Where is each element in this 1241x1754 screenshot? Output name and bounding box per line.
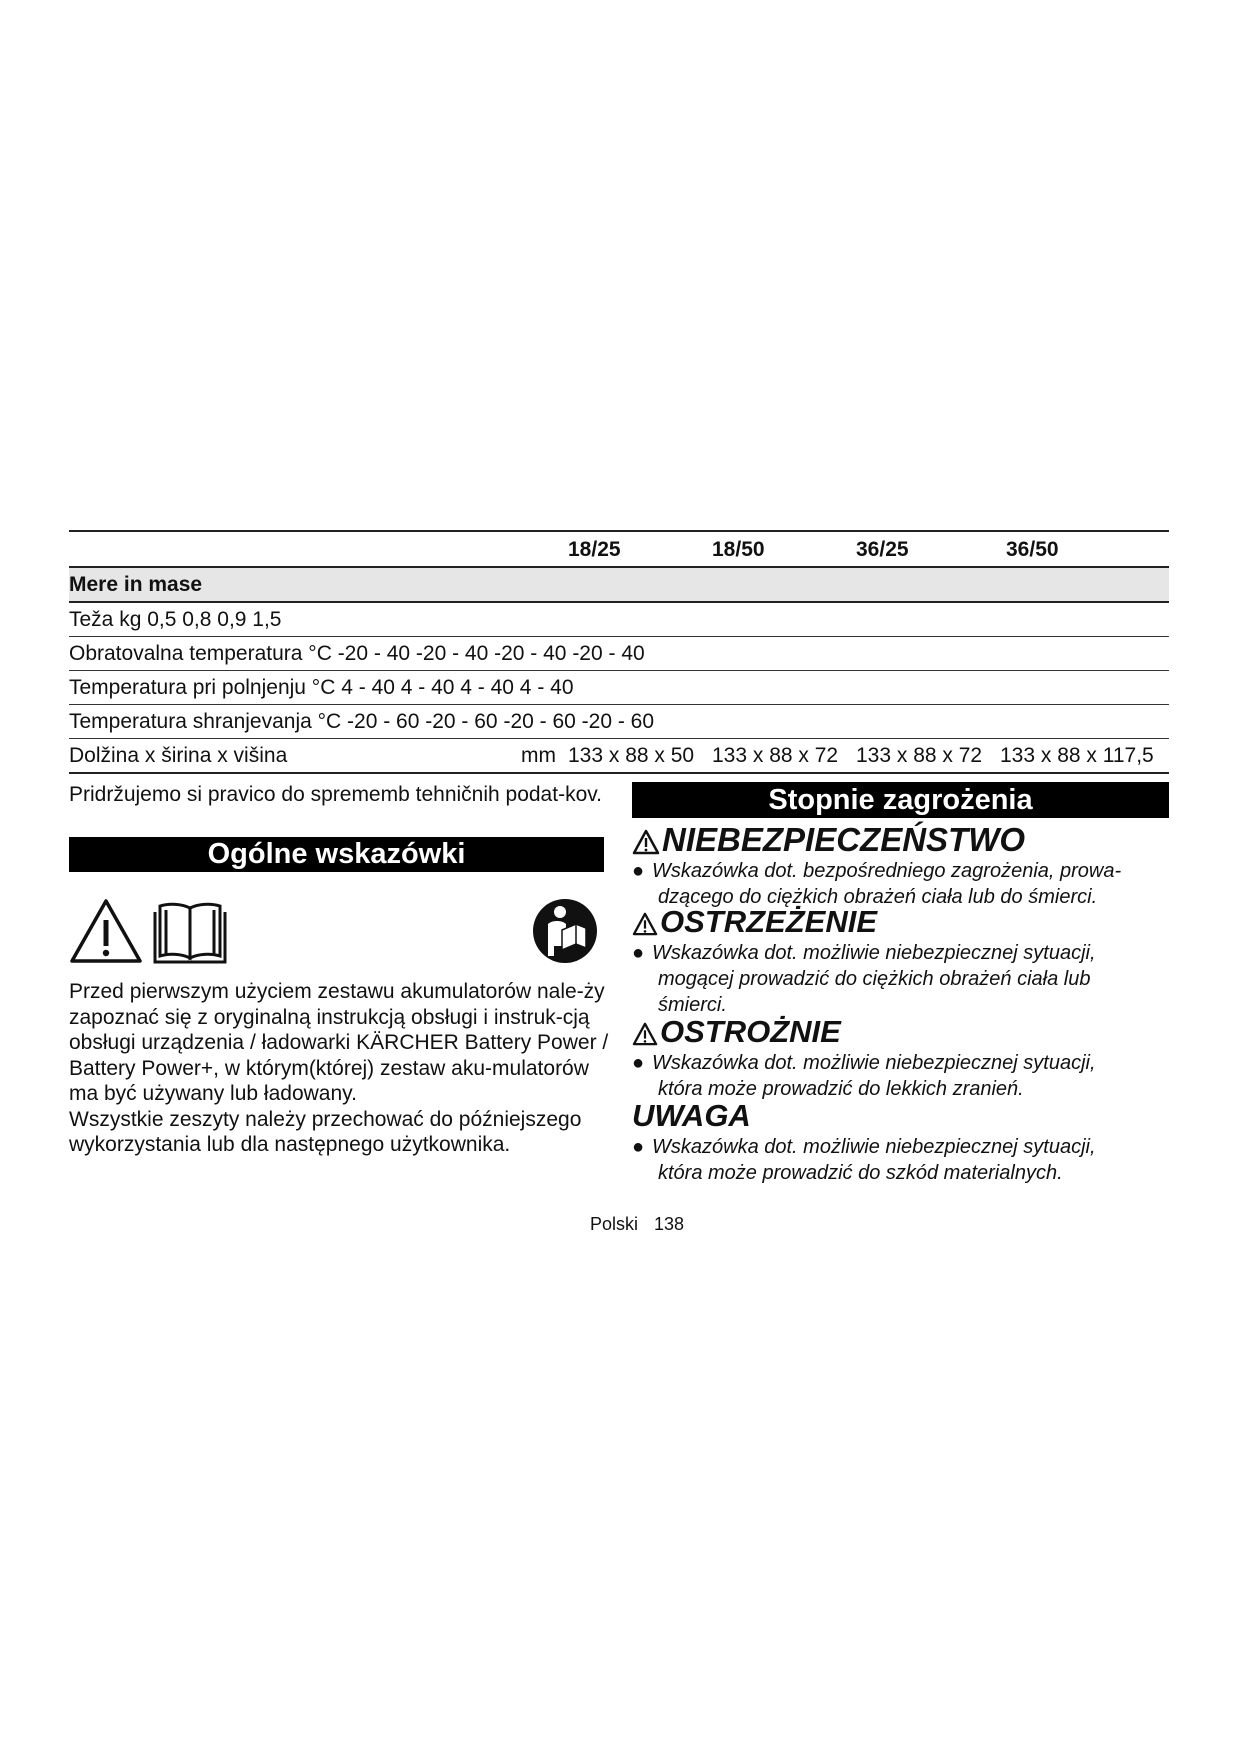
column-header: 36/50 [1006,538,1059,561]
table-row [69,671,1169,705]
dimension-unit: mm [521,744,556,767]
hazard-level-warning [632,903,877,941]
table-row [69,705,1169,739]
storage-paragraph: Wszystkie zeszyty należy przechować do późniejszego wykorzystania lub dla następnego użytkownika. [69,1107,582,1156]
column-header: 18/50 [712,538,765,561]
hazard-level-danger [632,820,1025,860]
dimension-label: Dolžina x širina x višina [69,744,288,767]
page-number: 138 [654,1214,685,1234]
manual-book-icon [152,898,228,964]
hazard-description: ● Wskazówka dot. bezpośredniego zagrożenia, prowa- dzącego do ciężkich obrażeń ciała lub do śmierci. [632,860,1122,908]
warning-triangle-icon [632,829,660,855]
warning-triangle-icon [69,898,143,964]
dimension-value: 133 x 88 x 50 [568,744,695,767]
table-row-text: Teža kg 0,5 0,8 0,9 1,5 [69,608,282,631]
warning-triangle-icon [632,1022,658,1046]
table-header-row [69,530,1169,566]
dimension-value: 133 x 88 x 117,5 [1000,744,1154,767]
page-footer [590,1214,700,1235]
table-row [69,637,1169,671]
column-header: 36/25 [856,538,909,561]
dimension-value: 133 x 88 x 72 [712,744,839,767]
dimension-value: 133 x 88 x 72 [856,744,983,767]
table-row-text: Obratovalna temperatura °C -20 - 40 -20 - 40 -20 - 40 -20 - 40 [69,642,645,665]
table-row-text: Temperatura pri polnjenju °C 4 - 40 4 - 40 4 - 40 4 - 40 [69,676,574,699]
general-notes-text [69,979,609,1158]
general-notes-heading: Ogólne wskazówki [69,837,604,872]
warning-triangle-icon [632,912,658,936]
hazard-label: UWAGA [632,1098,751,1133]
table-row [69,603,1169,637]
hazard-label: OSTROŻNIE [660,1014,841,1049]
table-row-text: Temperatura shranjevanja °C -20 - 60 -20 - 60 -20 - 60 -20 - 60 [69,710,655,733]
hazard-levels-heading: Stopnie zagrożenia [632,782,1169,818]
table-section-heading: Mere in mase [69,566,1169,603]
column-header: 18/25 [568,538,621,561]
footer-language: Polski [590,1214,639,1234]
intro-paragraph: Przed pierwszym użyciem zestawu akumulatorów nale-ży zapoznać się z oryginalną instrukcją obsługi i instruk-cją obsługi urządzenia / ładowarki KÄRCHER Battery Power / Battery Power+, w którym(której) zestaw aku-mulatorów ma być używany lub ładowany. [69,980,609,1105]
hazard-label: OSTRZEŻENIE [660,904,878,939]
technical-changes-note: Pridržujemo si pravico do sprememb tehničnih podat-kov. [69,783,603,806]
hazard-level-caution [632,1013,841,1051]
hazard-label: NIEBEZPIECZEŃSTWO [662,821,1026,858]
hazard-description: ● Wskazówka dot. możliwie niebezpiecznej sytuacji, mogącej prowadzić do ciężkich obrażeń ciała lub śmierci. [632,942,1096,1016]
read-manual-icon [532,898,598,964]
hazard-description: ● Wskazówka dot. możliwie niebezpiecznej sytuacji, która może prowadzić do lekkich zranień. [632,1052,1096,1100]
hazard-level-notice [632,1097,751,1135]
hazard-description: ● Wskazówka dot. możliwie niebezpiecznej sytuacji, która może prowadzić do szkód materialnych. [632,1136,1096,1184]
table-row-dimensions [69,739,1169,774]
specs-table [69,530,1169,774]
